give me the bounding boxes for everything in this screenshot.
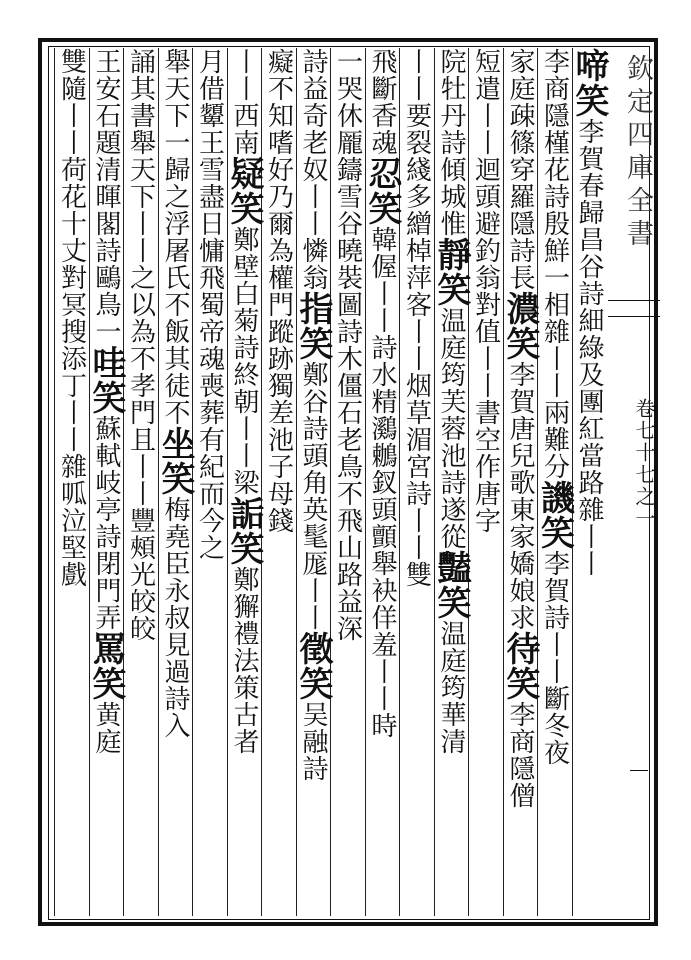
text-segment: 李商隱槿花詩殷鮮一相雜丨丨兩難分 [539,48,570,480]
text-segment: 誦其書舉天下丨丨之以為不孝 [125,48,156,399]
column-rule [296,48,297,916]
heading-term: 哇笑 [86,345,126,415]
text-column [123,48,158,916]
text-segment: 鄭壁白菊詩終朝丨丨梁 [229,226,259,496]
text-column [569,48,609,916]
text-segment: 温庭筠華清 [436,620,466,755]
text-column [399,48,434,916]
text-column [261,48,296,916]
text-segment: 飛斷香魂 [367,48,397,156]
text-segment: 鄭獬禮法策古者 [229,566,259,755]
text-segment: 丨丨 [574,523,604,577]
text-segment: 喪葬有紀而今之 [194,372,225,561]
volume-label-text: 卷七十七之一 [632,398,656,530]
text-segment: 梅堯臣永叔見過詩入 [160,496,190,739]
text-segment: 門且丨丨豐頰光皎皎 [125,399,156,642]
text-segment: 蘇軾岐亭詩閉門弄 [91,415,121,631]
text-column [362,48,402,916]
text-segment: 短遣丨丨迴頭避釣翁 [470,48,501,291]
text-column [468,48,503,916]
text-segment: 李賀唐兒歌東家嬌娘求 [505,361,535,631]
text-column [155,48,195,916]
text-column [431,48,471,916]
text-segment: 詩益奇老奴丨丨憐翁 [298,48,328,291]
text-segment: 李賀詩丨丨斷冬夜 [539,550,570,766]
heading-term: 譏笑 [534,480,575,550]
text-segment: 李商隱僧 [505,701,535,809]
heading-term: 靜笑 [431,237,471,307]
text-segment: 家庭疎篠穿羅隱詩長 [505,48,535,291]
heading-term: 啼笑 [569,48,609,118]
edition-title [618,54,653,314]
text-segment: 吴融詩 [298,701,328,782]
column-rule [434,48,435,916]
text-segment: 韓偓丨丨詩水精鸂鶒釵頭顫舉袂佯羞丨丨時 [367,226,397,739]
column-rule [89,48,90,916]
text-segment: 黄庭 [91,701,121,755]
text-column [534,48,575,916]
text-segment: 權門蹤跡獨差池 [263,264,294,453]
text-segment: 王雪盡日慵飛蜀帝魂 [194,129,225,372]
text-segment: 月借顰 [194,48,225,129]
column-rule [537,48,538,916]
heading-term: 徵笑 [293,631,333,701]
column-rule [54,48,55,916]
text-segment: 温庭筠芙蓉池詩遂從 [436,307,466,550]
heading-term: 指笑 [293,291,333,361]
folio-mark [630,770,648,771]
text-segment: 一哭休 [332,48,363,129]
text-column [224,48,264,916]
text-segment: 李賀春歸昌谷詩細綠及團紅當路雜 [574,118,604,523]
heading-term: 罵笑 [86,631,126,701]
fish-tail-mark-top [608,300,660,301]
text-segment: 丨丨要裂綫多繒 [401,48,432,237]
text-segment: 院牡丹詩傾城惟 [436,48,466,237]
text-segment: 龎鑄雪谷曉裝圖詩木僵石老鳥不飛山路益深 [332,129,363,642]
column-rule [503,48,504,916]
heading-term: 忍笑 [362,156,402,226]
edition-title-text: 欽定四庫全書 [622,54,653,252]
heading-term: 濃笑 [500,291,540,361]
text-column [54,48,89,916]
heading-term: 待笑 [500,631,540,701]
text-segment: 對值丨丨書空作唐字 [470,291,501,534]
text-segment: 添丁丨丨雜呱泣 [56,345,87,534]
text-column [192,48,227,916]
heading-term: 坐笑 [155,426,195,496]
heading-term: 豔笑 [431,550,471,620]
column-rule [468,48,469,916]
volume-label [630,398,659,534]
text-segment: 舉天下一歸之浮屠氏不飯其徒不 [160,48,190,426]
text-column [86,48,126,916]
text-column [330,48,365,916]
text-segment: 雙隨丨丨荷花十丈對冥搜 [56,48,87,345]
fish-tail-mark-bottom [608,316,660,317]
text-segment: 宮詩丨丨雙 [401,453,432,588]
column-rule [330,48,331,916]
text-segment: 棹萍客丨丨烟草湄 [401,237,432,453]
heading-term: 詬笑 [224,496,264,566]
column-rule [365,48,366,916]
text-segment: 丨丨西南 [229,48,259,156]
heading-term: 疑笑 [224,156,264,226]
column-rule [158,48,159,916]
text-segment: 鄭谷詩頭角英髦厖丨丨 [298,361,328,631]
column-rule [227,48,228,916]
text-column [293,48,333,916]
text-segment: 子母錢 [263,453,294,534]
text-segment: 王安石題清暉閣詩鷗鳥一 [91,48,121,345]
column-rule [123,48,124,916]
text-segment: 癡不知嗜好乃爾為 [263,48,294,264]
text-segment: 堅戲 [56,534,87,588]
text-column [500,48,540,916]
